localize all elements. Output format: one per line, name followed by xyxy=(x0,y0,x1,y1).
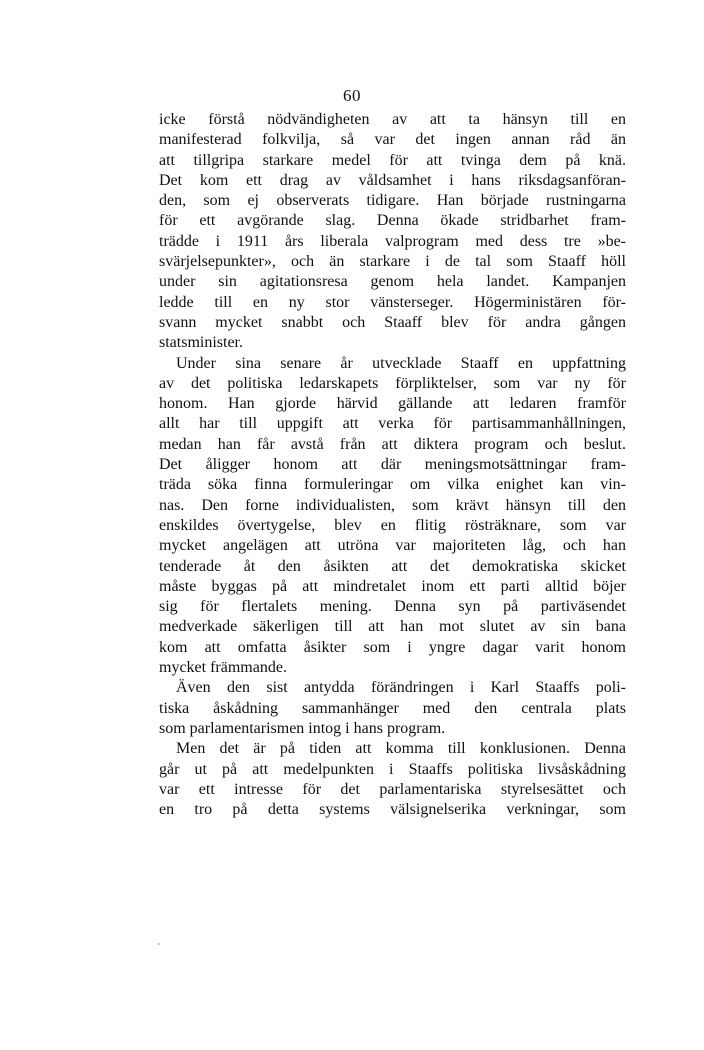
text-line: måste byggas på att mindretalet inom ett parti alltid böjer xyxy=(159,577,626,595)
text-line: Men det är på tiden att komma till konklusionen. Denna xyxy=(176,740,626,758)
text-line: medverkade säkerligen till att han mot slutet av sin bana xyxy=(159,618,626,636)
text-line: för ett avgörande slag. Denna ökade stridbarhet fram- xyxy=(159,212,626,230)
body-text xyxy=(159,110,626,820)
paper-speck xyxy=(158,943,160,945)
text-line: en tro på detta systems välsignelserika verkningar, som xyxy=(159,801,626,819)
text-line: statsminister. xyxy=(159,334,243,352)
text-line: icke förstå nödvändigheten av att ta hänsyn till en xyxy=(159,111,626,128)
text-line: nas. Den forne individualisten, som krävt hänsyn till den xyxy=(159,496,626,514)
text-line: Det åligger honom att där meningsmotsättningar fram- xyxy=(159,456,626,474)
text-line: Även den sist antydda förändringen i Karl Staaffs poli- xyxy=(176,679,626,697)
text-line: mycket angelägen att utröna var majoriteten låg, och han xyxy=(159,537,626,555)
text-line: träda söka finna formuleringar om vilka enighet kan vin- xyxy=(159,476,626,494)
text-line: mycket främmande. xyxy=(159,659,287,677)
text-line: var ett intresse för det parlamentariska styrelsesättet och xyxy=(159,780,626,798)
text-line: honom. Han gjorde härvid gällande att ledaren framför xyxy=(159,395,626,413)
text-line: tiska åskådning sammanhänger med den centrala plats xyxy=(159,699,626,717)
text-line: trädde i 1911 års liberala valprogram med dess tre »be- xyxy=(159,232,626,250)
text-line: ledde till en ny stor vänsterseger. Högerministären för- xyxy=(159,293,626,311)
text-line: kom att omfatta åsikter som i yngre dagar varit honom xyxy=(159,638,626,656)
text-line: tenderade åt den åsikten att det demokratiska skicket xyxy=(159,557,626,575)
text-line: går ut på att medelpunkten i Staaffs politiska livsåskådning xyxy=(159,760,626,778)
text-line: medan han får avstå från att diktera program och beslut. xyxy=(159,435,626,453)
text-line: av det politiska ledarskapets förpliktelser, som var ny för xyxy=(159,374,626,392)
text-line: svann mycket snabbt och Staaff blev för andra gången xyxy=(159,313,626,331)
text-line: Under sina senare år utvecklade Staaff en uppfattning xyxy=(176,354,626,372)
text-line: allt har till uppgift att verka för partisammanhållningen, xyxy=(159,415,626,433)
text-line: under sin agitationsresa genom hela landet. Kampanjen xyxy=(159,273,626,291)
text-line: manifesterad folkvilja, så var det ingen annan råd än xyxy=(159,131,626,149)
text-line: som parlamentarismen intog i hans program. xyxy=(159,719,446,737)
page-number: 60 xyxy=(343,86,361,105)
text-line: den, som ej observerats tidigare. Han började rustningarna xyxy=(159,192,626,210)
text-line: svärjelsepunkter», och än starkare i de tal som Staaff höll xyxy=(159,253,626,271)
text-line: Det kom ett drag av våldsamhet i hans riksdagsanföran- xyxy=(159,171,626,189)
text-line: att tillgripa starkare medel för att tvinga dem på knä. xyxy=(159,151,626,169)
text-line: enskildes övertygelse, blev en flitig rösträknare, som var xyxy=(159,516,626,534)
text-line: sig för flertalets mening. Denna syn på partiväsendet xyxy=(159,598,626,616)
